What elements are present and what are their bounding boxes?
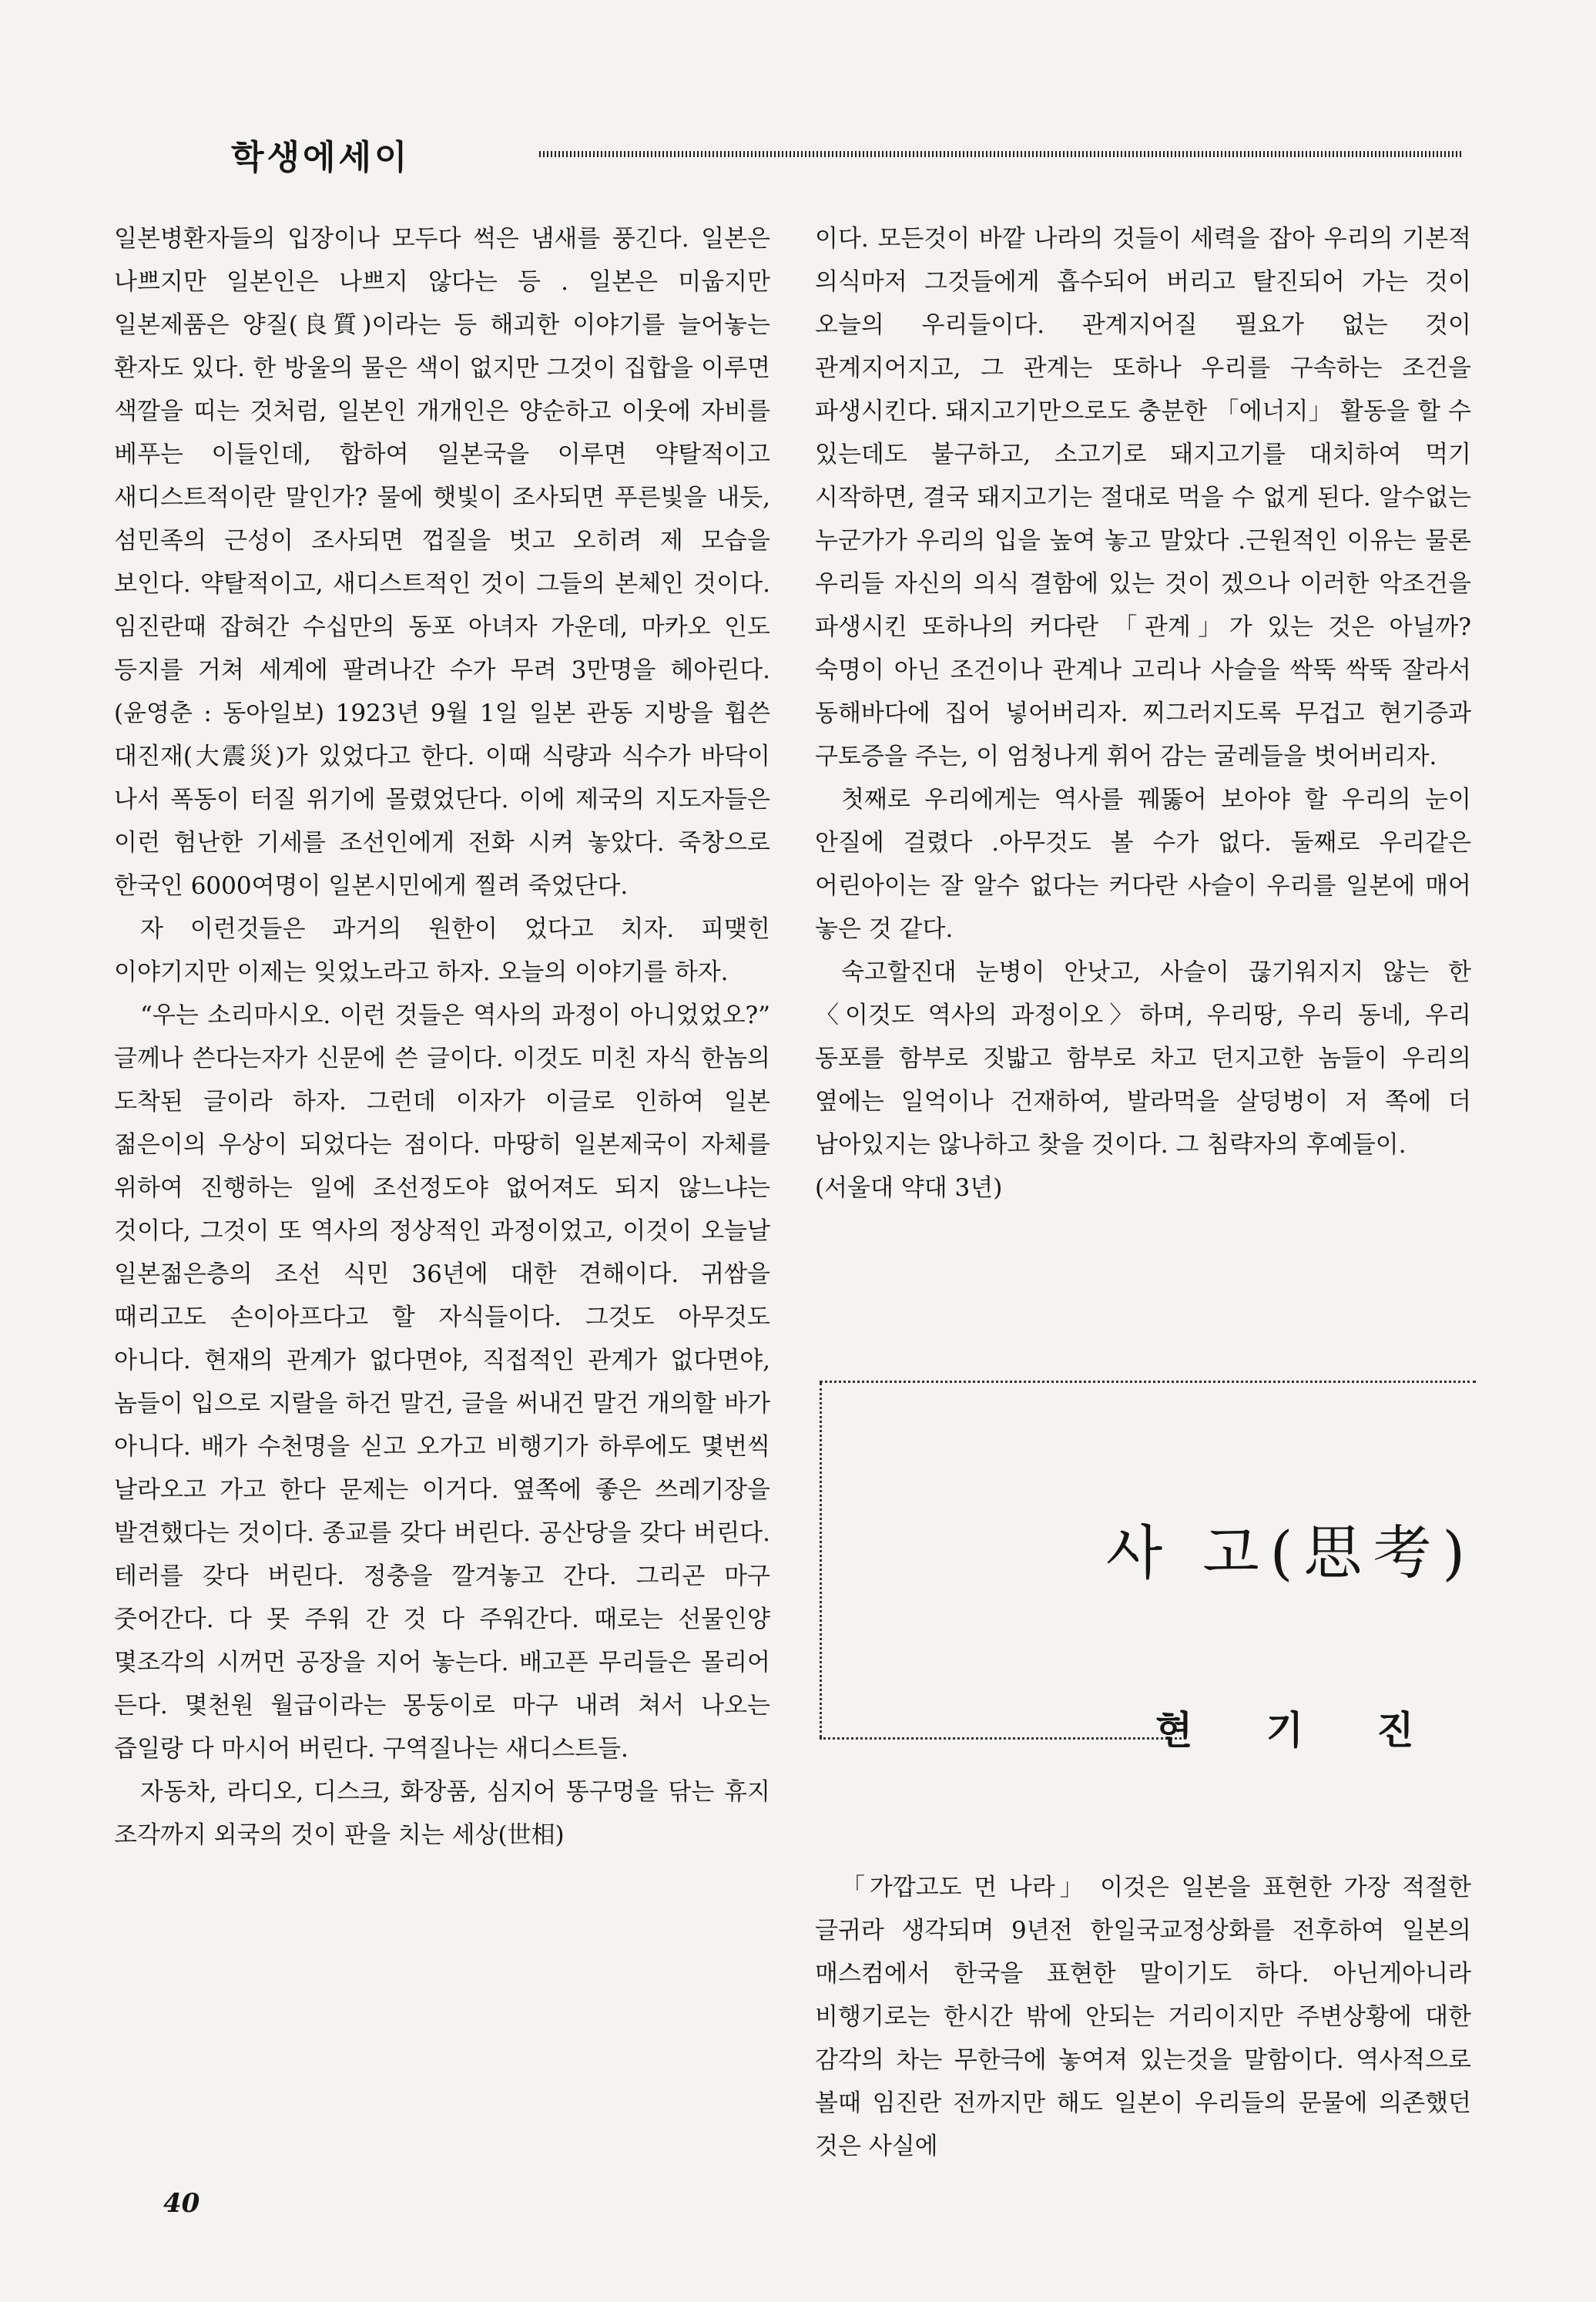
essay-body-paragraph: 「가깝고도 먼 나라」 이것은 일본을 표현한 가장 적절한 글귀라 생각되며 9년전 한일국교정상화를 전후하여 일본의 매스컴에서 한국을 표현한 말이기도 하다. 아닌게아니라 비행기로는 한시간 밖에 안되는 거리이지만 주변상황에 대한 감각의 차는 무한극에 놓여져 있는것을 말함이다. 역사적으로 볼때 임진란 전까지만 해도 일본이 우리들의 문물에 의존했던 것은 사실에 <box>815 1874 1471 2160</box>
right-paragraph-3: 숙고할진대 눈병이 안낫고, 사슬이 끊기워지지 않는 한 〈이것도 역사의 과정이오〉하며, 우리땅, 우리 동네, 우리 동포를 함부로 짓밟고 함부로 차고 던지고한 놈들이 우리의 옆에는 일억이나 건재하여, 발라먹을 살덩벙이 저 쪽에 더 남아있지는 않나하고 찾을 것이다. 그 침략자의 후예들이. <box>815 958 1471 1159</box>
essay-title-box <box>820 1381 1476 1740</box>
title-box-dotted-rule <box>820 1383 822 1737</box>
author-affiliation: (서울대 약대 3년) <box>815 1174 1003 1202</box>
page-number: 40 <box>163 2188 200 2219</box>
header-dotted-rule <box>539 151 1464 157</box>
right-paragraph-1: 이다. 모든것이 바깥 나라의 것들이 세력을 잡아 우리의 기본적 의식마저 그것들에게 흡수되어 버리고 탈진되어 가는 것이 오늘의 우리들이다. 관계지어질 필요가 없는 것이 관계지어지고, 그 관계는 또하나 우리를 구속하는 조건을 파생시킨다. 돼지고기만으로도 충분한 「에너지」 활동을 할 수 있는데도 불구하고, 소고기로 돼지고기를 대치하여 먹기 시작하면, 결국 돼지고기는 절대로 먹을 수 없게 된다. 알수없는 누군가가 우리의 입을 높여 놓고 말았다 .근원적인 이유는 물론 우리들 자신의 의식 결함에 있는 것이 겠으나 이러한 악조건을 파생시킨 또하나의 커다란 「관계」가 있는 것은 아닐까? 숙명이 아닌 조건이나 관계나 고리나 사슬을 싹뚝 싹뚝 잘라서 동해바다에 집어 넣어버리자. 찌그러지도록 무겁고 현기증과 구토증을 주는, 이 엄청나게 휘어 감는 굴레들을 벗어버리자. <box>815 225 1471 770</box>
essay-body-column <box>815 1866 1471 2168</box>
left-paragraph-1: 일본병환자들의 입장이나 모두다 썩은 냄새를 풍긴다. 일본은 나쁘지만 일본인은 나쁘지 않다는 등 . 일본은 미웁지만 일본제품은 양질(良質)이라는 등 해괴한 이야기를 늘어놓는 환자도 있다. 한 방울의 물은 색이 없지만 그것이 집합을 이루면 색깔을 띠는 것처럼, 일본인 개개인은 양순하고 이웃에 자비를 베푸는 이들인데, 합하여 일본국을 이루면 약탈적이고 새디스트적이란 말인가? 물에 햇빛이 조사되면 푸른빛을 내듯, 섬민족의 근성이 조사되면 껍질을 벗고 오히려 제 모습을 보인다. 약탈적이고, 새디스트적인 것이 그들의 본체인 것이다. 임진란때 잡혀간 수십만의 동포 아녀자 가운데, 마카오 인도 등지를 거쳐 세계에 팔려나간 수가 무려 3만명을 헤아린다. (윤영춘 : 동아일보) 1923년 9월 1일 일본 관동 지방을 휩쓴 대진재(大震災)가 있었다고 한다. 이때 식량과 식수가 바닥이 나서 폭동이 터질 위기에 몰렸었단다. 이에 제국의 지도자들은 이런 험난한 기세를 조선인에게 전화 시켜 놓았다. 죽창으로 한국인 6000여명이 일본시민에게 찔려 죽었단다. <box>114 225 770 900</box>
left-paragraph-2: 자 이런것들은 과거의 원한이 었다고 치자. 피맺힌 이야기지만 이제는 잊었노라고 하자. 오늘의 이야기를 하자. <box>114 915 770 986</box>
essay-author: 현 기 진 <box>1155 1708 1416 1753</box>
left-column <box>114 217 770 1857</box>
right-paragraph-2: 첫째로 우리에게는 역사를 꿰뚫어 보아야 할 우리의 눈이 안질에 걸렸다 .아무것도 볼 수가 없다. 둘째로 우리같은 어린아이는 잘 알수 없다는 커다란 사슬이 우리를 일본에 매어 놓은 것 같다. <box>815 786 1471 943</box>
essay-title: 사 고(思考) <box>1105 1518 1476 1587</box>
section-title: 학생에세이 <box>231 138 411 177</box>
right-column <box>815 217 1471 1210</box>
left-paragraph-3: “우는 소리마시오. 이런 것들은 역사의 과정이 아니었었오?” 글께나 쓴다는자가 신문에 쓴 글이다. 이것도 미친 자식 한놈의 도착된 글이라 하자. 그런데 이자가 이글로 인하여 일본 젊은이의 우상이 되었다는 점이다. 마땅히 일본제국이 자체를 위하여 진행하는 일에 조선정도야 없어져도 되지 않느냐는 것이다, 그것이 또 역사의 정상적인 과정이었고, 이것이 오늘날 일본젊은층의 조선 식민 36년에 대한 견해이다. 귀쌈을 때리고도 손이아프다고 할 자식들이다. 그것도 아무것도 아니다. 현재의 관계가 없다면야, 직접적인 관계가 없다면야, 놈들이 입으로 지랄을 하건 말건, 글을 써내건 말건 개의할 바가 아니다. 배가 수천명을 싣고 오가고 비행기가 하루에도 몇번씩 날라오고 가고 한다 문제는 이거다. 옆쪽에 좋은 쓰레기장을 발견했다는 것이다. 종교를 갖다 버린다. 공산당을 갖다 버린다. 테러를 갖다 버린다. 정충을 깔겨놓고 간다. 그리곤 마구 줏어간다. 다 못 주워 간 것 다 주워간다. 때로는 선물인양 몇조각의 시꺼먼 공장을 지어 놓는다. 배고픈 무리들은 몰리어 든다. 몇천원 월급이라는 몽둥이로 마구 내려 쳐서 나오는 즙일랑 다 마시어 버린다. 구역질나는 새디스트들. <box>114 1002 770 1763</box>
author-dotted-rule <box>820 1737 1182 1740</box>
left-paragraph-4: 자동차, 라디오, 디스크, 화장품, 심지어 똥구멍을 닦는 휴지 조각까지 외국의 것이 판을 치는 세상(世相) <box>114 1778 770 1849</box>
